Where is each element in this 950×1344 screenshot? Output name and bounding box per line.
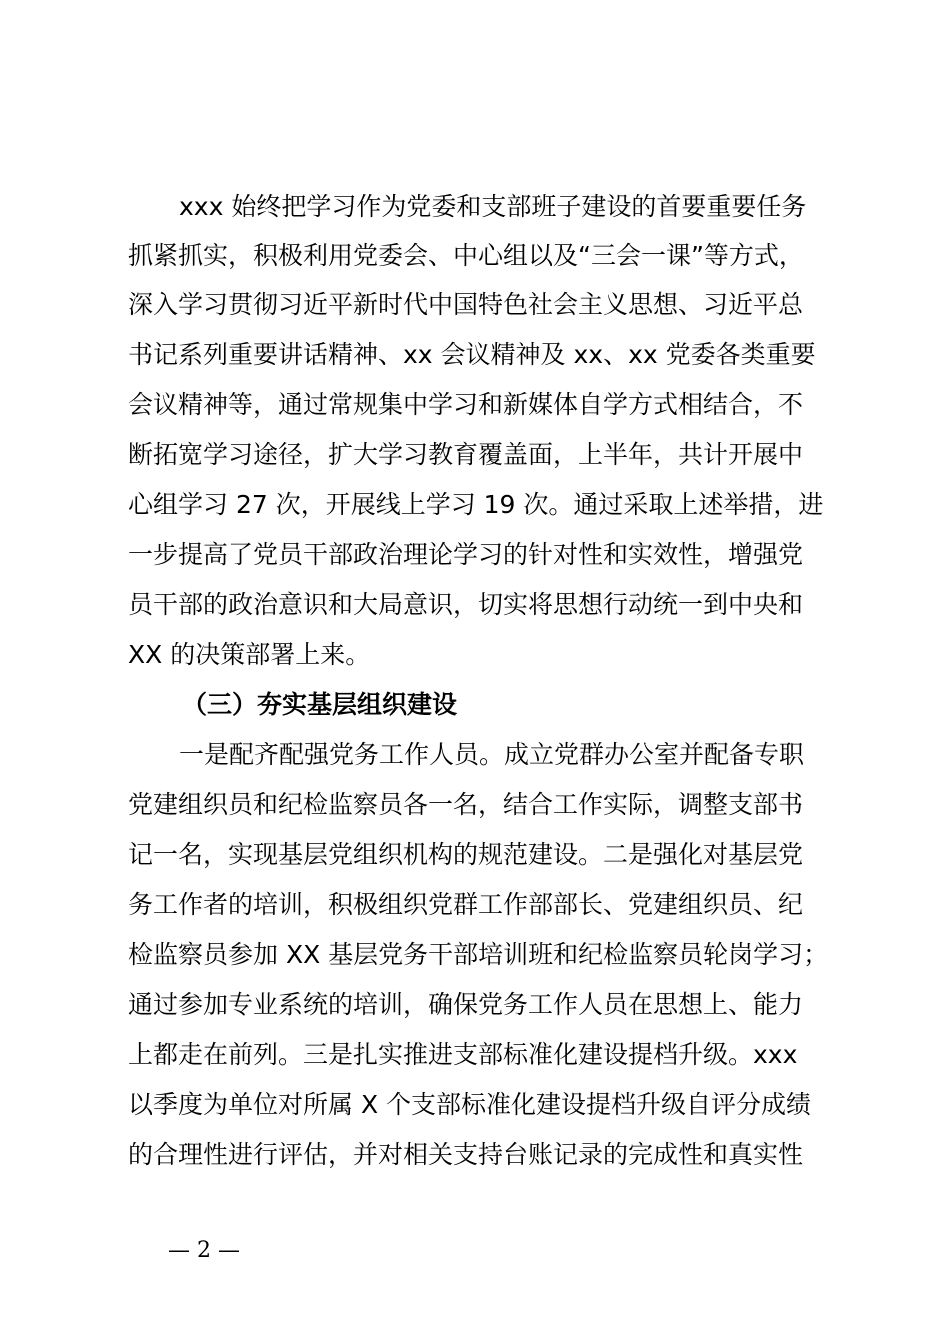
paragraph-line: 一步提高了党员干部政治理论学习的针对性和实效性，增强党 bbox=[128, 540, 804, 569]
paragraph-line: 记一名，实现基层党组织机构的规范建设。二是强化对基层党 bbox=[128, 840, 804, 869]
paragraph-line: 一是配齐配强党务工作人员。成立党群办公室并配备专职 bbox=[179, 740, 805, 769]
paragraph-line: 员干部的政治意识和大局意识，切实将思想行动统一到中央和 bbox=[128, 590, 804, 619]
paragraph-line: 以季度为单位对所属 X 个支部标准化建设提档升级自评分成绩 bbox=[128, 1090, 812, 1119]
paragraph-line: xxx 始终把学习作为党委和支部班子建设的首要重要任务 bbox=[179, 192, 807, 221]
paragraph-line: 书记系列重要讲话精神、xx 会议精神及 xx、xx 党委各类重要 bbox=[128, 340, 816, 369]
page-number: — 2 — bbox=[168, 1238, 240, 1263]
paragraph-line: 深入学习贯彻习近平新时代中国特色社会主义思想、习近平总 bbox=[128, 290, 804, 319]
paragraph-line: 抓紧抓实，积极利用党委会、中心组以及“三会一课”等方式， bbox=[128, 241, 804, 270]
paragraph-line: 心组学习 27 次，开展线上学习 19 次。通过采取上述举措，进 bbox=[128, 490, 824, 519]
paragraph-line: 会议精神等，通过常规集中学习和新媒体自学方式相结合，不 bbox=[128, 390, 804, 419]
paragraph-line: 党建组织员和纪检监察员各一名，结合工作实际，调整支部书 bbox=[128, 790, 804, 819]
paragraph-line: XX 的决策部署上来。 bbox=[128, 640, 371, 669]
paragraph-line: 检监察员参加 XX 基层党务干部培训班和纪检监察员轮岗学习； bbox=[128, 940, 829, 969]
paragraph-line: 断拓宽学习途径，扩大学习教育覆盖面，上半年，共计开展中 bbox=[128, 440, 804, 469]
paragraph-line: 的合理性进行评估，并对相关支持台账记录的完成性和真实性 bbox=[128, 1140, 804, 1169]
paragraph-line: 务工作者的培训，积极组织党群工作部部长、党建组织员、纪 bbox=[128, 890, 804, 919]
section-heading: （三）夯实基层组织建设 bbox=[182, 690, 458, 719]
paragraph-line: 上都走在前列。三是扎实推进支部标准化建设提档升级。xxx bbox=[128, 1040, 798, 1069]
paragraph-line: 通过参加专业系统的培训，确保党务工作人员在思想上、能力 bbox=[128, 990, 804, 1019]
